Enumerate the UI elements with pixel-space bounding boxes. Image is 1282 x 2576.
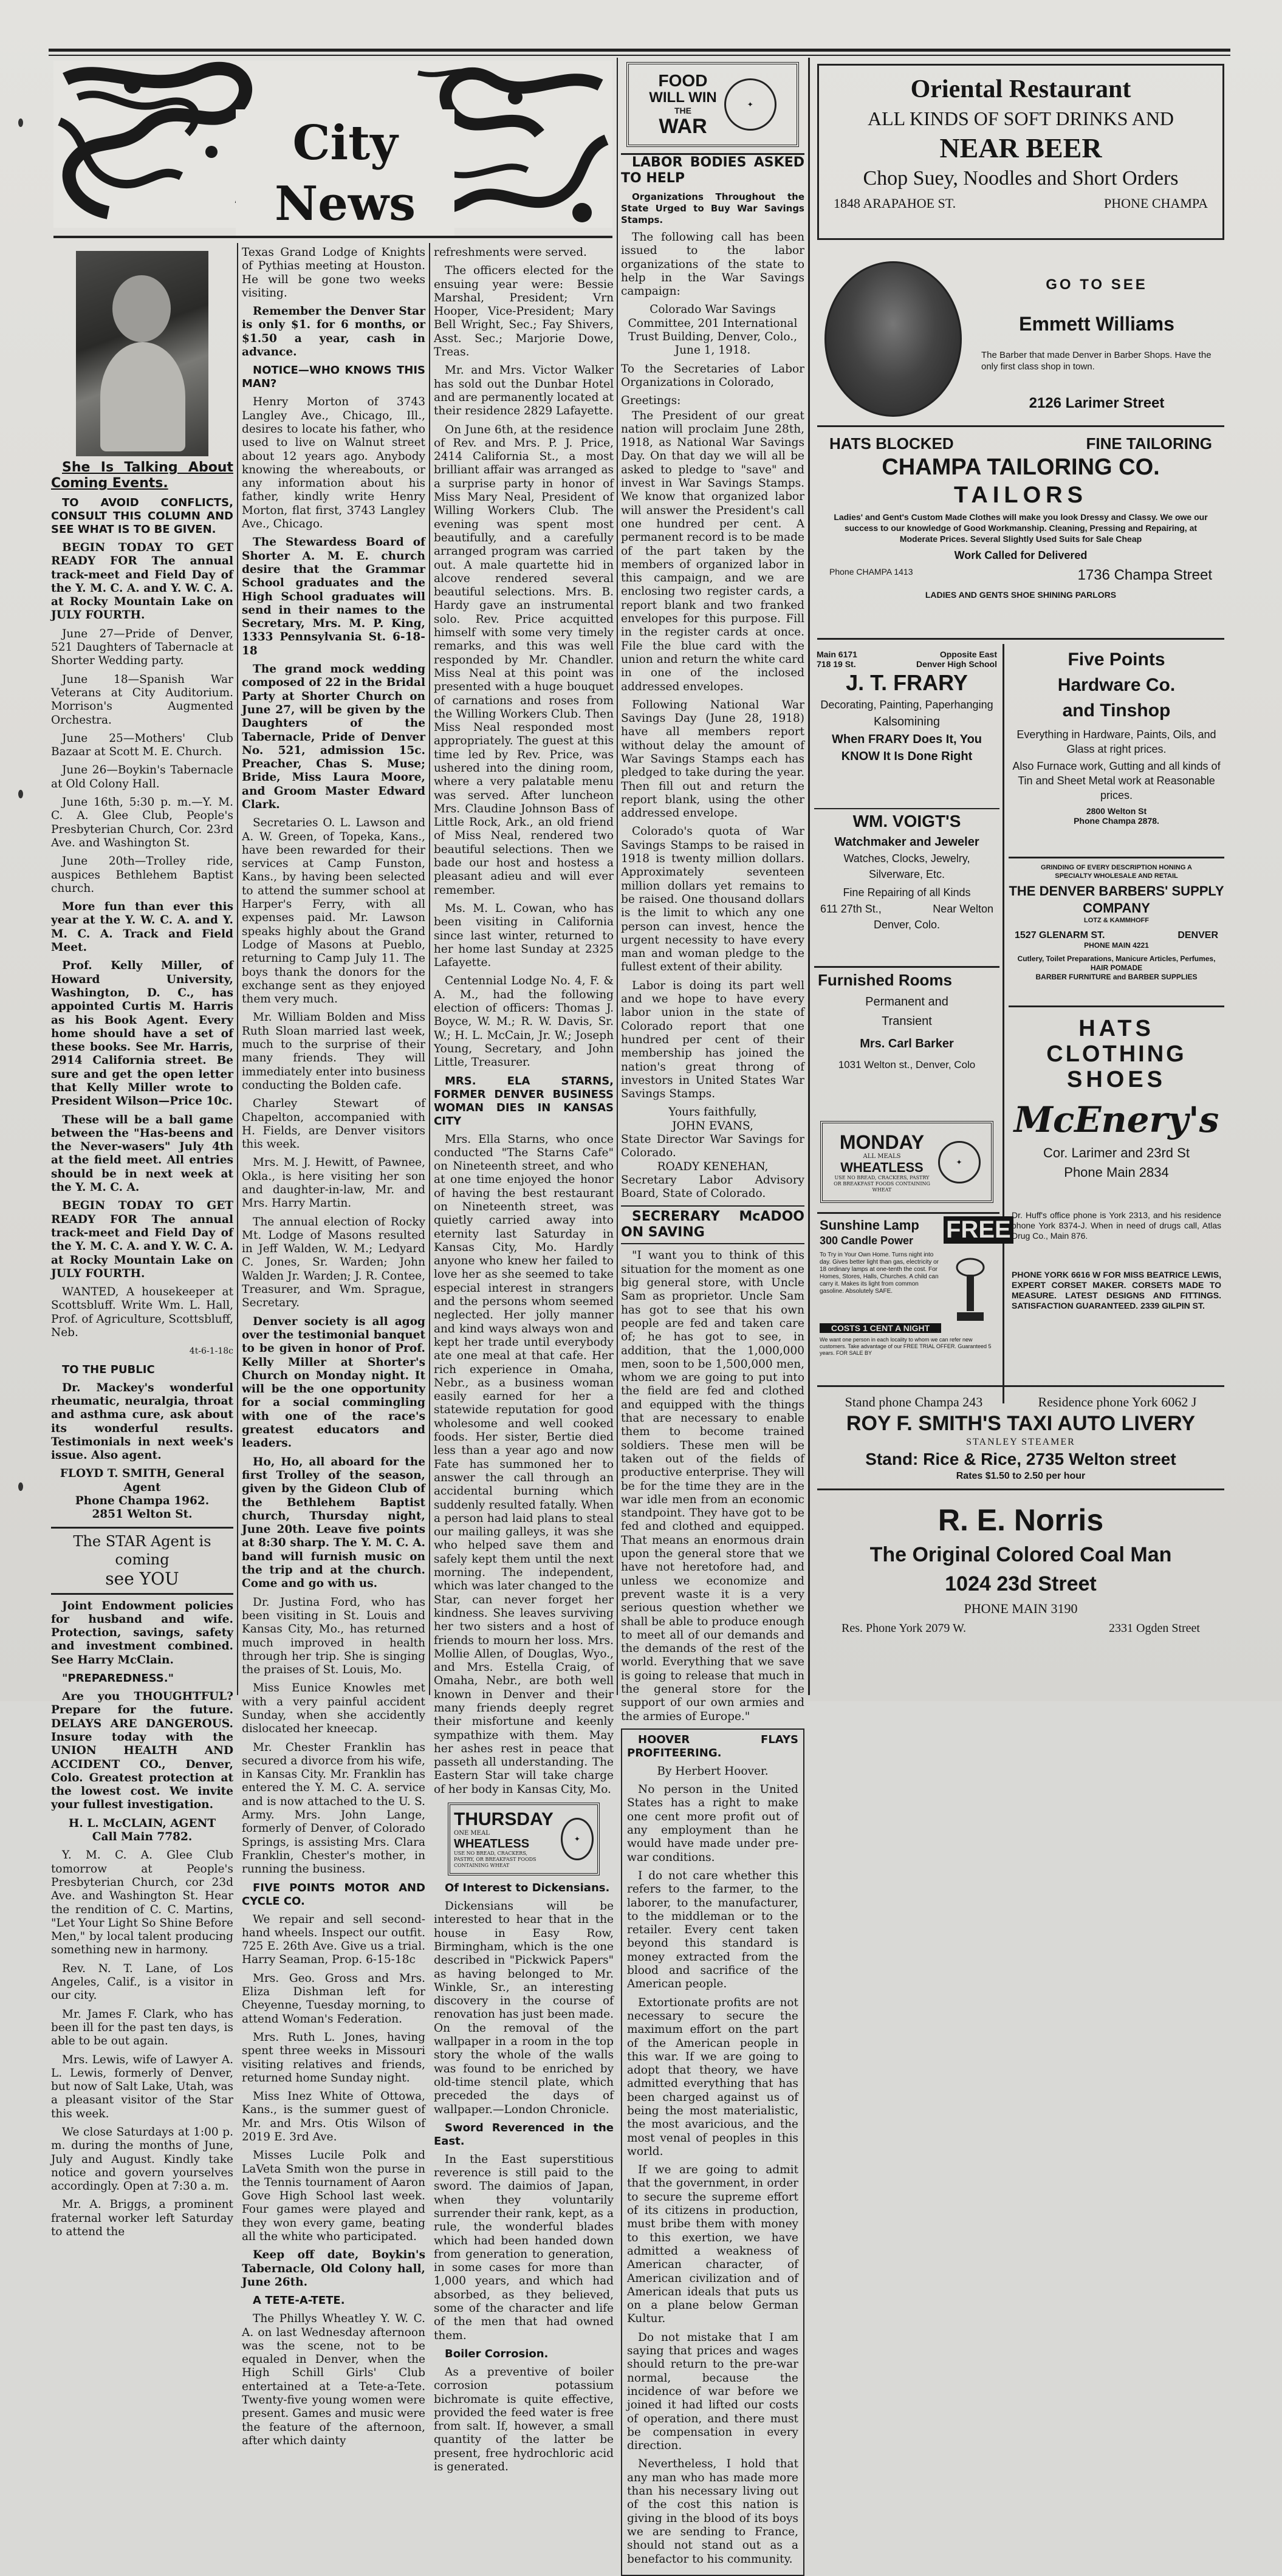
sword-head: Sword Reverenced in the East. xyxy=(434,2121,614,2148)
hoover-head: HOOVER FLAYS PROFITEERING. xyxy=(627,1733,798,1759)
ad-fine-tailoring: FINE TAILORING xyxy=(1086,434,1212,453)
ad-brand: WHEATLESS xyxy=(840,1159,924,1175)
mcenery-ad xyxy=(1009,1005,1224,1205)
food-line: THE xyxy=(674,106,691,115)
ad-line: ALL KINDS OF SOFT DRINKS AND xyxy=(867,108,1174,129)
ad-where: Stand: Rice & Rice, 2735 Welton street xyxy=(865,1450,1176,1468)
notice-body: Henry Morton of 3743 Langley Ave., Chicago, Ill., desires to locate his father, who used to live on Walnut street about 12 years ago. Anybody knowing the whereabouts, or any information about his father, kindly write Henry Morton, flat first, 3743 Langley Ave., Chicago. xyxy=(242,396,425,531)
mcadoo-head: SECRERARY McADOO ON SAVING xyxy=(621,1205,804,1244)
dickens-body: Dickensians will be interested to hear that in the house in Easy Row, Birmingham, which is the one described in "Pickwick Papers" as having belonged to Mr. Winkle, Sr., an interesting discovery in the course of renovation has just been made. On the removal of the wallpaper in a room in the top story the whole of the walls was found to be enriched by old-time stencil plate, which preceded the days of wallpaper.—London Chronicle. xyxy=(434,1900,614,2116)
public-sig: 2851 Welton St. xyxy=(92,1508,193,1521)
five-points-motor-head: FIVE POINTS MOTOR AND CYCLE CO. xyxy=(242,1881,425,1908)
news-item: Mr. and Mrs. Victor Walker has sold out the Dunbar Hotel and are permanently located at their residence 2829 Lafayette. xyxy=(434,364,614,418)
wanted-ref: 4t-6-1-18c xyxy=(189,1346,233,1357)
labor-body: Colorado War Savings Committee, 201 International Trust Building, Denver, Colo., June 1, 1918. xyxy=(628,303,798,357)
prep-head: "PREPAREDNESS." xyxy=(62,1672,174,1685)
ad-line: SHOES xyxy=(1066,1067,1167,1092)
event-item: BEGIN TODAY TO GET READY FOR The annual track-meet and Field Day of the Y. M. C. A. and Y. W. C. A. at Rocky Mountain Lake on JULY FOURTH. xyxy=(51,541,233,622)
barber-portrait xyxy=(824,261,962,417)
public-body: Dr. Mackey's wonderful rheumatic, neuralgia, throat and asthma cure, ask about its wonderful results. Testimonials in next week's issue. Also agent. xyxy=(51,1381,233,1462)
event-item: BEGIN TODAY TO GET READY FOR The annual track-meet and Field Day of the Y. M. C. A. and Y. W. C. A. at Rocky Mountain Lake on JULY FOURTH. xyxy=(51,1199,233,1280)
margin-mark xyxy=(18,1482,23,1491)
food-will-win-ad xyxy=(626,62,799,147)
public-sig: FLOYD T. SMITH, General Agent xyxy=(60,1467,225,1494)
ad-line: CLOTHING xyxy=(1046,1041,1187,1067)
masthead-rule xyxy=(53,236,612,238)
voigt-ad xyxy=(814,808,999,967)
news-item: Charley Stewart of Chapelton, accompanied with H. Fields, are Denver visitors this week. xyxy=(242,1097,425,1151)
ad-called: Work Called for Delivered xyxy=(954,549,1088,561)
five-points-motor-body: We repair and sell second-hand wheels. Inspect our outfit. 725 E. 26th Ave. Give us a trial. Harry Seaman, Prop. 6-15-18c xyxy=(242,1913,425,1967)
news-item: Centennial Lodge No. 4, F. & A. M., had the following election of officers: Thomas J. Boyce, W. M.; R. W. Davis, Sr. W.; H. L. McCain, Jr. W.; Joseph Young, Secretary, and John Little, Treasurer. xyxy=(434,975,614,1069)
hoover-body: If we are going to admit that the government, in order to secure the supreme effort of its citizens in production, must bribe them with money to this exertion, we have admitted a weakness of American character, of American civilization and of American ideals that puts us on a plane below German Kultur. xyxy=(627,2163,798,2326)
ad-name: R. E. Norris xyxy=(938,1503,1104,1537)
frary-ad xyxy=(814,647,999,805)
news-item: Mr. James F. Clark, who has been ill for the past ten days, is able to be out again. xyxy=(51,2007,233,2048)
news-item: Mrs. Ruth L. Jones, having spent three weeks in Missouri visiting relatives and friends, returned home Sunday night. xyxy=(242,2030,425,2084)
ad-phone: Phone Main 2834 xyxy=(1064,1165,1169,1180)
food-line: WAR xyxy=(659,115,707,138)
column-4 xyxy=(621,60,804,2566)
ad-props: LOTZ & KAMMHOFF xyxy=(1084,917,1149,924)
boiler-body: As a preventive of boiler corrosion potassium bichromate is quite effective, provided the feed water is free from salt. If, however, a small quantity of the latter be present, free hydrochloric acid is generated. xyxy=(434,2365,614,2474)
margin-mark xyxy=(18,118,23,127)
ad-body: Also Furnace work, Gutting and all kinds of Tin and Sheet Metal work at Reasonable prices. xyxy=(1012,760,1221,801)
ad-sub: USE NO BREAD, CRACKERS, PASTRY OR BREAKFAST FOODS CONTAINING WHEAT xyxy=(834,1174,930,1193)
labor-body: The following call has been issued to the labor organizations of the state to help in the War Savings campaign: xyxy=(621,231,804,298)
labor-sig: JOHN EVANS, xyxy=(672,1119,753,1132)
ad-phone: PHONE CHAMPA xyxy=(1104,196,1208,211)
star-agent-box xyxy=(51,1527,233,1595)
col-divider xyxy=(808,58,810,1695)
ad-phone: Phone Champa 2878. xyxy=(1074,816,1159,826)
event-item: June 26—Boykin's Tabernacle at Old Colony Hall. xyxy=(51,764,233,790)
ad-tailors: TAILORS xyxy=(954,482,1088,508)
news-item: Y. M. C. A. Glee Club tomorrow at People's Presbyterian Church, cor 23d Ave. and Washington St. Hear the rendition of C. C. Martins, "Let Your Light So Shine Before Men," by local talent producing something new in harmony. xyxy=(51,1849,233,1957)
labor-sig: State Director War Savings for Colorado. xyxy=(621,1133,804,1160)
mcadoo-body: "I want you to think of this situation for the moment as one big general store, with Uncle Sam as proprietor. Uncle Sam has got to see that his own people are fed and taken care of; he has got to see, in addition, that the 1,000,000 men, soon to be 1,500,000 men, whom we are going to put into the field are fed and clothed and equipped with the things that are necessary to enable them to become trained soldiers. These men will be taken out of the fields of productive enterprise. They will be for the time they are in the war idle men from an economic standpoint. They have got to be fed and clothed and equipped. That means an enormous drain upon the general store that we have not heretofore had, and unless we economize and prevent waste it is a very serious question whether we shall be able to produce enough to meet all of our demands and the demands of the rest of the world. Everything that we save is going to release that much in the general store for the support of our own armies and the armies of Europe." xyxy=(621,1249,804,1723)
ad-line: HATS xyxy=(1078,1016,1154,1041)
news-item: Secretaries O. L. Lawson and A. W. Green, of Topeka, Kans., have been rewarded for their services at Camp Funston, Kans., by having been selected to attend the summer school at Harper's Ferry, with all expenses paid. Mr. Lawson speaks highly about the Grand Lodge of Masons at Pueblo, returning to Camp July 11. The boys thank the donors for the exchange sent as they enjoyed them very much. xyxy=(242,817,425,1006)
ad-address: 1736 Champa Street xyxy=(1077,567,1212,583)
ad-day: THURSDAY xyxy=(454,1809,554,1830)
ad-line: and Tinshop xyxy=(1062,701,1171,721)
joint-endowment: Joint Endowment policies for husband and wife. Protection, savings, safety and investment combined. See Harry McClain. xyxy=(51,1599,233,1667)
ad-line: Watches, Clocks, Jewelry, Silverware, Etc. xyxy=(843,852,970,880)
event-item: Prof. Kelly Miller, of Howard University, Washington, D. C., has appointed Curtis M. Harris as his Book Agent. Every home should have a set of these books. See Mr. Harris, 2914 California street. Be sure and get the open letter that Kelly Miller wrote to President Wilson—Price 10c. xyxy=(51,959,233,1108)
news-item: Ho, Ho, all aboard for the first Trolley of the season, given by the Gideon Club of the Bethlehem Baptist church, Thursday night, June 20th. Leave five points at 8:30 sharp. The Y. M. C. A. band will furnish music on the trip and at the church. Come and go with us. xyxy=(242,1455,425,1591)
ad-address: Cor. Larimer and 23rd St xyxy=(1043,1145,1190,1160)
ad-line: Five Points xyxy=(1068,649,1165,670)
hoover-box xyxy=(621,1728,804,2576)
ad-line: Transient xyxy=(882,1015,932,1028)
ad-name: THE DENVER BARBERS' SUPPLY COMPANY xyxy=(1009,883,1224,916)
column-3 xyxy=(434,246,614,2474)
labor-body: Labor is doing its part well and we hope to have every labor union in the state of Colorado report that one hundred per cent of their membership has joined the nation's great throng of investors in United States War Savings Stamps. xyxy=(621,979,804,1101)
starns-head: MRS. ELA STARNS, FORMER DENVER BUSINESS WOMAN DIES IN KANSAS CITY xyxy=(434,1074,614,1128)
top-rule xyxy=(49,49,1230,52)
event-item: These will be a ball game between the "Has-beens and the Never-wasers" July 4th at the field meet. All entries should be in next week at the Y. M. C. A. xyxy=(51,1113,233,1194)
eagle-seal-icon: ✦ xyxy=(724,78,776,131)
boiler-head: Boiler Corrosion. xyxy=(445,2347,549,2360)
ad-body: Ladies' and Gent's Custom Made Clothes will make you look Dressy and Classy. We owe our success to our knowledge of Good Workmanship. Cleaning, Pressing and Repairing, at Moderate Prices. Several Slightly Used Suits for Sale Cheap xyxy=(834,512,1208,544)
ad-body: Cutlery, Toilet Preparations, Manicure Articles, Perfumes, HAIR POMADE xyxy=(1017,954,1216,972)
labor-body: Colorado's quota of War Savings Stamps to be raised in 1918 is twenty million dollars. Approximately seventeen million dollars yet remains to be raised. One thousand dollars is the limit to which any one person can invest, hence the urgent necessity to have every man and woman pledge to the fullest extent of their ability. xyxy=(621,825,804,974)
ad-city: Denver, Colo. xyxy=(873,919,941,931)
hoover-body: Nevertheless, I hold that any man who has made more than his necessary living out of the cost this nation is giving in the blood of its boys we are sending to France, should not stand out as a benefactor to his community. xyxy=(627,2458,798,2566)
col-divider xyxy=(429,243,430,1695)
ad-sub: STANLEY STEAMER xyxy=(966,1437,1075,1447)
eagle-seal-icon: ✦ xyxy=(938,1141,981,1184)
taxi-ad xyxy=(817,1385,1224,1484)
ad-address: 1031 Welton st., Denver, Colo xyxy=(838,1059,976,1070)
ad-rates: Rates $1.50 to 2.50 per hour xyxy=(956,1471,1086,1481)
ad-brand: WHEATLESS xyxy=(454,1837,530,1851)
food-line: WILL WIN xyxy=(649,89,717,106)
ad-line: 1024 23d Street xyxy=(945,1572,1097,1595)
ad-phone: Phone CHAMPA 1413 xyxy=(829,567,913,577)
emmett-williams-ad xyxy=(817,249,1224,427)
margin-mark xyxy=(18,790,23,798)
ad-res-phone: Res. Phone York 2079 W. xyxy=(842,1622,967,1635)
star-agent-line: see YOU xyxy=(105,1568,179,1589)
news-item: Denver society is all agog over the testimonial banquet to be given in honor of Prof. Kelly Miller at Shorter's Church on Monday night. It will be the one opportunity for a social commingling with one of the race's greatest educators and leaders. xyxy=(242,1315,425,1450)
ad-address: 718 19 St. xyxy=(817,659,856,669)
ad-phone: Main 6171 xyxy=(817,649,857,659)
labor-head: LABOR BODIES ASKED TO HELP xyxy=(621,155,804,186)
ad-sub: USE NO BREAD, CRACKERS, PASTRY, OR BREAKFAST FOODS CONTAINING WHEAT xyxy=(454,1851,536,1869)
ad-hs: Denver High School xyxy=(916,659,997,669)
monday-wheatless-ad xyxy=(820,1121,993,1203)
ad-title: Oriental Restaurant xyxy=(910,75,1131,103)
ad-line: Mrs. Carl Barker xyxy=(860,1037,954,1050)
news-item: The grand mock wedding composed of 22 in the Bridal Party at Shorter Church on June 27, will be given by the Daughters of the Tabernacle, Pride of Denver No. 521, admission 15c. Preacher, Chas S. Muse; Bride, Miss Laura Moore, and Groom Master Edward Clark. xyxy=(242,663,425,811)
hoover-byline: By Herbert Hoover. xyxy=(657,1764,769,1778)
ad-bottom: LADIES AND GENTS SHOE SHINING PARLORS xyxy=(925,590,1117,600)
ad-day: MONDAY xyxy=(839,1131,925,1153)
ad-line: Decorating, Painting, Paperhanging xyxy=(820,699,993,711)
ad-free: FREE xyxy=(944,1216,1013,1244)
public-sig: Phone Champa 1962. xyxy=(75,1495,210,1507)
news-item: The annual election of Rocky Mt. Lodge of Masons resulted in Jeff Walden, W. M.; Ledyard C. Jones, Sr. Warden; John Walden Jr. Warden; J. R. Contee, Treasurer, and Wm. Sprague, Secretary. xyxy=(242,1215,425,1310)
ad-name: Emmett Williams xyxy=(1019,313,1174,335)
news-item: Keep off date, Boykin's Tabernacle, Old Colony hall, June 26th. xyxy=(242,2249,425,2289)
ad-line: Permanent and xyxy=(865,995,948,1009)
public-head: TO THE PUBLIC xyxy=(62,1363,155,1376)
five-points-hardware-ad xyxy=(1009,647,1224,854)
hoover-body: No person in the United States has a right to make one cent more profit out of any employment than he would have made under pre-war conditions. xyxy=(627,1783,798,1864)
masthead xyxy=(53,61,612,231)
news-item: Mrs. M. J. Hewitt, of Pawnee, Okla., is here visiting her son and daughter-in-law, Mr. and Mrs. Harry Martin. xyxy=(242,1156,425,1210)
masthead-title: City News xyxy=(236,109,454,238)
column-2 xyxy=(242,246,425,2447)
col-divider xyxy=(237,243,238,1695)
ad-small: ONE MEAL xyxy=(454,1830,490,1837)
ad-body: Everything in Hardware, Paints, Oils, and Glass at right prices. xyxy=(1016,728,1216,755)
news-item: On June 6th, at the residence of Rev. and Mrs. P. J. Price, 2414 California St., a most brilliant affair was arranged as a surprise party in honor of Miss Mary Neal, President of Willing Workers Club. The evening was spent most beautifully, and a carefully arranged program was carried out. A male quartette hid in alcove rendered several beautiful selections. Mrs. B. Hardy gave an instrumental solo. Rev. Price acquitted himself with some very timely remarks, and this was well responded by Mr. Chandler. Miss Neal at this point was presented with a huge bouquet of carnations and roses from the Willing Workers Club. Then Miss Neal responded most appropriately. The guest at this time led by Rev. Price, was ushered into the dining room, where a very palatable menu was served. After luncheon Mrs. Claudine Johnson Bass of Little Rock, Ark., an old friend of Miss Neal, rendered two beautiful selections. Then we bade our host and hostess a pleasant adieu and will ever remember. xyxy=(434,423,614,897)
news-item: Mr. Chester Franklin has secured a divorce from his wife, in Kansas City. Mr. Franklin has entered the Y. M. C. A. service and is now attached to the U. S. Army. Mrs. John Lange, formerly of Denver, of Colorado Springs, is assisting Mrs. Clara Franklin, Chester's mother, in running the business. xyxy=(242,1741,425,1876)
labor-body: Greetings: xyxy=(621,394,681,408)
hoover-body: Do not mistake that I am saying that prices and wages should return to the pre-war normal, because the incidence of war before we joined it had lifted our costs of operation, and there must be compensation in every direction. xyxy=(627,2331,798,2453)
ad-name: CHAMPA TAILORING CO. xyxy=(882,454,1160,480)
ad-address: 2126 Larimer Street xyxy=(1029,395,1165,411)
ad-cost: COSTS 1 CENT A NIGHT xyxy=(820,1323,941,1333)
ad-power: 300 Candle Power xyxy=(820,1235,914,1247)
news-item: Miss Eunice Knowles met with a very painful accident Sunday, when she accidently dislocated her kneecap. xyxy=(242,1682,425,1736)
star-agent-line: The STAR Agent is coming xyxy=(73,1532,211,1568)
col-divider xyxy=(1003,644,1004,1403)
ad-hats-blocked: HATS BLOCKED xyxy=(829,434,954,453)
labor-body: To the Secretaries of Labor Organizations in Colorado, xyxy=(621,362,804,389)
col1-notice: TO AVOID CONFLICTS, CONSULT THIS COLUMN AND SEE WHAT IS TO BE GIVEN. xyxy=(51,496,233,536)
starns-body: Mrs. Ella Starns, who once conducted "The Starns Cafe" on Nineteenth street, and who at one time enjoyed the honor of having the best restaurant on Nineteenth street, was quietly carried away into eternity last Saturday in Kansas City, Mo. Hardly anyone who knew her failed to love her as she seemed to take especial interest in strangers and the persons whom seemed neglected. Her jolly manner and kind ways always won and kept her trade until everybody ate one meal at that cafe. Her rich experience in Omaha, Nebr., as a business woman easily earned for her a statewide reputation for good wholesome and well cooked foods. Her sister, Bertie died less than a year ago and now Fate has summoned her to answer the call through an accidental burning which suddenly resulted fatally. When a person had laid plans to steal our mailing galleys, it was she who helped save them and safely kept them until the next morning. The independent, which was later changed to the Star, can never forget her kindness. She leaves surviving her two sisters and a host of friends to mourn her loss. Mrs. Mollie Allen, of Douglas, Wyo., and Mrs. Estella Craig, of Omaha, Nebr., are both well known in Denver and their many friends deeply regret their misfortune and keenly sympathize with them. May her ashes rest in peace that passeth all understanding. The Eastern Star will take charge of her body in Kansas City, Mo. xyxy=(434,1132,614,1796)
news-item: Rev. N. T. Lane, of Los Angeles, Calif., is a visitor in our city. xyxy=(51,1962,233,2002)
ad-line: Hardware Co. xyxy=(1057,675,1176,695)
ad-near: Near Welton xyxy=(933,903,993,915)
event-item: June 20th—Trolley ride, auspices Bethlehem Baptist church. xyxy=(51,855,233,895)
ad-small: ALL MEALS xyxy=(863,1153,901,1160)
ad-line: NEAR BEER xyxy=(939,132,1102,163)
ad-address: 611 27th St., xyxy=(820,903,882,915)
ad-address: 1527 GLENARM ST. xyxy=(1015,930,1105,940)
furnished-rooms-ad xyxy=(814,966,999,1120)
ad-opposite: Opposite East xyxy=(939,649,997,659)
ad-name: Furnished Rooms xyxy=(818,971,953,989)
column-1 xyxy=(51,246,233,2239)
section-rule xyxy=(621,153,804,155)
event-item: June 25—Mothers' Club Bazaar at Scott M. E. Church. xyxy=(51,731,233,759)
prep-body: Are you THOUGHTFUL? Prepare for the future. DELAYS ARE DANGEROUS. Insure today with the UNION HEALTH AND ACCIDENT CO., Denver, Colo. Greatest protection at the lowest cost. We invite your fullest investigation. xyxy=(51,1690,233,1812)
ad-line: The Original Colored Coal Man xyxy=(869,1543,1172,1566)
ad-name: McEnery's xyxy=(1013,1099,1219,1140)
ad-desc: The Barber that made Denver in Barber Shops. Have the only first class shop in town. xyxy=(981,350,1212,372)
oriental-restaurant-ad xyxy=(817,64,1224,240)
ad-city: DENVER xyxy=(1177,930,1218,940)
huff-notice: Dr. Huff's office phone is York 2313, and his residence phone York 8374-J. When in need of drugs call, Atlas Drug Co., Main 876. xyxy=(1012,1210,1221,1241)
event-item: WANTED, A housekeeper at Scottsbluff. Write Wm. L. Hall, Prof. of Agriculture, Scottsbluff, Neb. xyxy=(51,1286,233,1340)
top-rule-thin xyxy=(49,55,1230,56)
ad-address: 2331 Ogden Street xyxy=(1109,1622,1200,1635)
portrait-photo xyxy=(76,251,208,456)
news-item: Texas Grand Lodge of Knights of Pythias meeting at Houston. He will be gone two weeks visiting. xyxy=(242,246,425,300)
ad-line: Kalsomining xyxy=(874,715,940,728)
news-item: Miss Inez White of Ottowa, Kans., is the summer guest of Mr. and Mrs. Otis Wilson of 2019 E. 3rd Ave. xyxy=(242,2090,425,2143)
barbers-supply-ad xyxy=(1009,857,1224,1004)
event-item: June 18—Spanish War Veterans at City Auditorium. Morrison's Augmented Orchestra. xyxy=(51,673,233,727)
ad-line: Watchmaker and Jeweler xyxy=(834,835,979,849)
sword-body: In the East superstitious reverence is still paid to the sword. The daimios of Japan, when they voluntarily surrender their rank, kept, as a rule, the wonderful blades which had been handed down from generation to generation, in some cases for more than 1,000 years, and which had absorbed, as they believed, some of the character and life of the men that had owned them. xyxy=(434,2153,614,2342)
food-line: FOOD xyxy=(658,71,708,90)
ad-line: Chop Suey, Noodles and Short Orders xyxy=(863,167,1179,190)
ad-line: Fine Repairing of all Kinds xyxy=(843,886,971,899)
photo-caption: She Is Talking About Coming Events. xyxy=(51,460,233,491)
ad-phone: PHONE MAIN 3190 xyxy=(964,1601,1078,1616)
notice-head: NOTICE—WHO KNOWS THIS MAN? xyxy=(242,364,425,391)
ad-bottom: BARBER FURNITURE and BARBER SUPPLIES xyxy=(1035,973,1198,981)
lewis-notice: PHONE YORK 6616 W FOR MISS BEATRICE LEWIS, EXPERT CORSET MAKER. CORSETS MADE TO MEASURE. LATEST DESIGNS AND FITTINGS. SATISFACTION GUARANTEED. 2339 GILPIN ST. xyxy=(1012,1270,1221,1310)
dickens-head: Of Interest to Dickensians. xyxy=(445,1882,610,1895)
news-item: Mr. A. Briggs, a prominent fraternal worker left Saturday to attend the xyxy=(51,2198,233,2239)
ad-small: We want one person in each locality to whom we can refer new customers. Take advantage of our FREE TRIAL OFFER. Guaranteed 5 years. FOR SALE BY xyxy=(820,1337,992,1356)
ad-name: Sunshine Lamp xyxy=(820,1218,919,1233)
news-item: Mrs. Geo. Gross and Mrs. Eliza Dishman left for Cheyenne, Tuesday morning, to attend Woman's Federation. xyxy=(242,1971,425,2026)
sunshine-lamp-ad xyxy=(817,1212,1011,1372)
eagle-seal-icon: ✦ xyxy=(561,1818,594,1860)
event-item: More fun than ever this year at the Y. W. C. A. and Y. M. C. A. Track and Field Meet. xyxy=(51,900,233,954)
ad-body: To Try in Your Own Home. Turns night into day. Gives better light than gas, electricity or 18 ordinary lamps at one-tenth the cost. For Homes, Stores, Halls, Churches. A child can carry it. Makes its light from common gasoline. Absolutely SAFE. xyxy=(820,1252,939,1295)
ad-name: WM. VOIGT'S xyxy=(852,812,961,831)
news-item: The Stewardess Board of Shorter A. M. E. church desire that the Grammar School graduates and the High School graduates will send in their names to the Secretary, Mrs. M. P. King, 1333 Pennsylvania St. 6-18-18 xyxy=(242,536,425,657)
event-item: June 27—Pride of Denver, 521 Daughters of Tabernacle at Shorter Wedding party. xyxy=(51,627,233,668)
event-item: June 16th, 5:30 p. m.—Y. M. C. A. Glee Club, People's Presbyterian Church, Cor. 23rd Ave. and Washington St. xyxy=(51,796,233,849)
news-item: The officers elected for the ensuing year were: Bessie Marshal, President; Vrn Hooper, Vice-President; Mary Bell Wright, Sec.; Fay Shivers, Asst. Sec.; Marjorie Dowe, Treas. xyxy=(434,264,614,359)
tete-body: The Phillys Wheatley Y. W. C. A. on last Wednesday afternoon was the scene, not to be equaled in Denver, when the High Schill Girls' Club entertained at a Tete-a-Tete. Twenty-five young women were present. Games and music were the feature of the afternoon, after which dainty xyxy=(242,2312,425,2447)
ad-name: ROY F. SMITH'S TAXI AUTO LIVERY xyxy=(846,1412,1196,1435)
col-divider xyxy=(617,58,618,1695)
lamp-icon xyxy=(952,1256,989,1329)
news-item: Remember the Denver Star is only $1. for 6 months, or $1.50 a year, cash in advance. xyxy=(242,305,425,359)
news-item: Ms. M. L. Cowan, who has been visiting in California since last winter, returned to her home last Sunday at 2325 Lafayette. xyxy=(434,902,614,970)
ad-residence-phone: Residence phone York 6062 J xyxy=(1038,1394,1197,1410)
ad-address: 2800 Welton St xyxy=(1086,806,1147,816)
news-item: Mrs. Lewis, wife of Lawyer A. L. Lewis, formerly of Denver, but now of Salt Lake, Utah, was a pleasant visitor of the Star this week. xyxy=(51,2053,233,2120)
ad-line: When FRARY Does It, You xyxy=(831,733,982,746)
ad-go-to-see: GO TO SEE xyxy=(1046,276,1148,293)
news-item: refreshments were served. xyxy=(434,246,587,259)
hoover-body: Extortionate profits are not necessary to secure the maximum effort on the part of the American people in this war. If we are going to adopt that theory, we have admitted everything that has been charged against us of being the most materialistic, the most avaricious, and the most venal of peoples in this world. xyxy=(627,1996,798,2158)
news-item: We close Saturdays at 1:00 p. m. during the months of June, July and August. Kindly take notice and govern yourselves accordingly. Open at 7:30 a. m. xyxy=(51,2125,233,2193)
news-item: Mr. William Bolden and Miss Ruth Sloan married last week, much to the surprise of their many friends. They will immediately enter into business conducting the Bolden cafe. xyxy=(242,1011,425,1092)
champa-tailoring-ad xyxy=(817,434,1224,640)
norris-ad xyxy=(817,1488,1224,1691)
labor-body: Following National War Savings Day (June 28, 1918) have all members report without delay the amount of War Savings Stamps each has pledged to take during the year. Then fill out and return the report blank, using the other addressed envelope. xyxy=(621,698,804,820)
labor-sub: Organizations Throughout the State Urged to Buy War Savings Stamps. xyxy=(621,191,804,225)
prep-sig: H. L. McCLAIN, AGENT xyxy=(68,1817,216,1830)
tete-head: A TETE-A-TETE. xyxy=(253,2294,345,2307)
news-item: Dr. Justina Ford, who has been visiting in St. Louis and Kansas City, Mo., has returned much improved in health through her trip. She is singing the praises of St. Louis, Mo. xyxy=(242,1595,425,1677)
labor-sig: Secretary Labor Advisory Board, State of Colorado. xyxy=(621,1173,804,1201)
hoover-body: I do not care whether this refers to the farmer, to the laborer, to the manufacturer, to the middleman or to the retailer. Every cent taken beyond this standard is money extracted from the blood and sacrifice of the American people. xyxy=(627,1869,798,1991)
labor-body: The President of our great nation will proclaim June 28th, 1918, as National War Savings Day. On that day we will all be asked to pledge to "save" and invest in War Savings Stamps. We know that organized labor will answer the President's call one hundred per cent. A permanent record is to be made of the part taken by the members of organized labor in this campaign, and we are enclosing two register cards, a report blank and two franked envelopes for this purpose. Fill in the register cards at once. File the blue card with the union and return the white card in one of the inclosed addressed envelopes. xyxy=(621,409,804,693)
labor-sig: Yours faithfully, xyxy=(668,1106,757,1119)
ad-stand-phone: Stand phone Champa 243 xyxy=(845,1394,983,1410)
thursday-wheatless-ad xyxy=(448,1803,600,1875)
ad-line: KNOW It Is Done Right xyxy=(841,750,973,763)
prep-sig: Call Main 7782. xyxy=(92,1831,193,1844)
ad-name: J. T. FRARY xyxy=(846,670,968,695)
ad-address: 1848 ARAPAHOE ST. xyxy=(834,196,956,211)
news-item: Misses Lucile Polk and LaVeta Smith won the purse in the Tennis tournament of Aaron Gove High School last week. Four games were played and they won every game, beating all the white who participated. xyxy=(242,2149,425,2244)
ad-top: GRINDING OF EVERY DESCRIPTION HONING A SPECIALTY WHOLESALE AND RETAIL xyxy=(1041,864,1192,880)
labor-sig: ROADY KENEHAN, xyxy=(657,1160,769,1173)
ad-phone: PHONE MAIN 4221 xyxy=(1084,941,1149,950)
